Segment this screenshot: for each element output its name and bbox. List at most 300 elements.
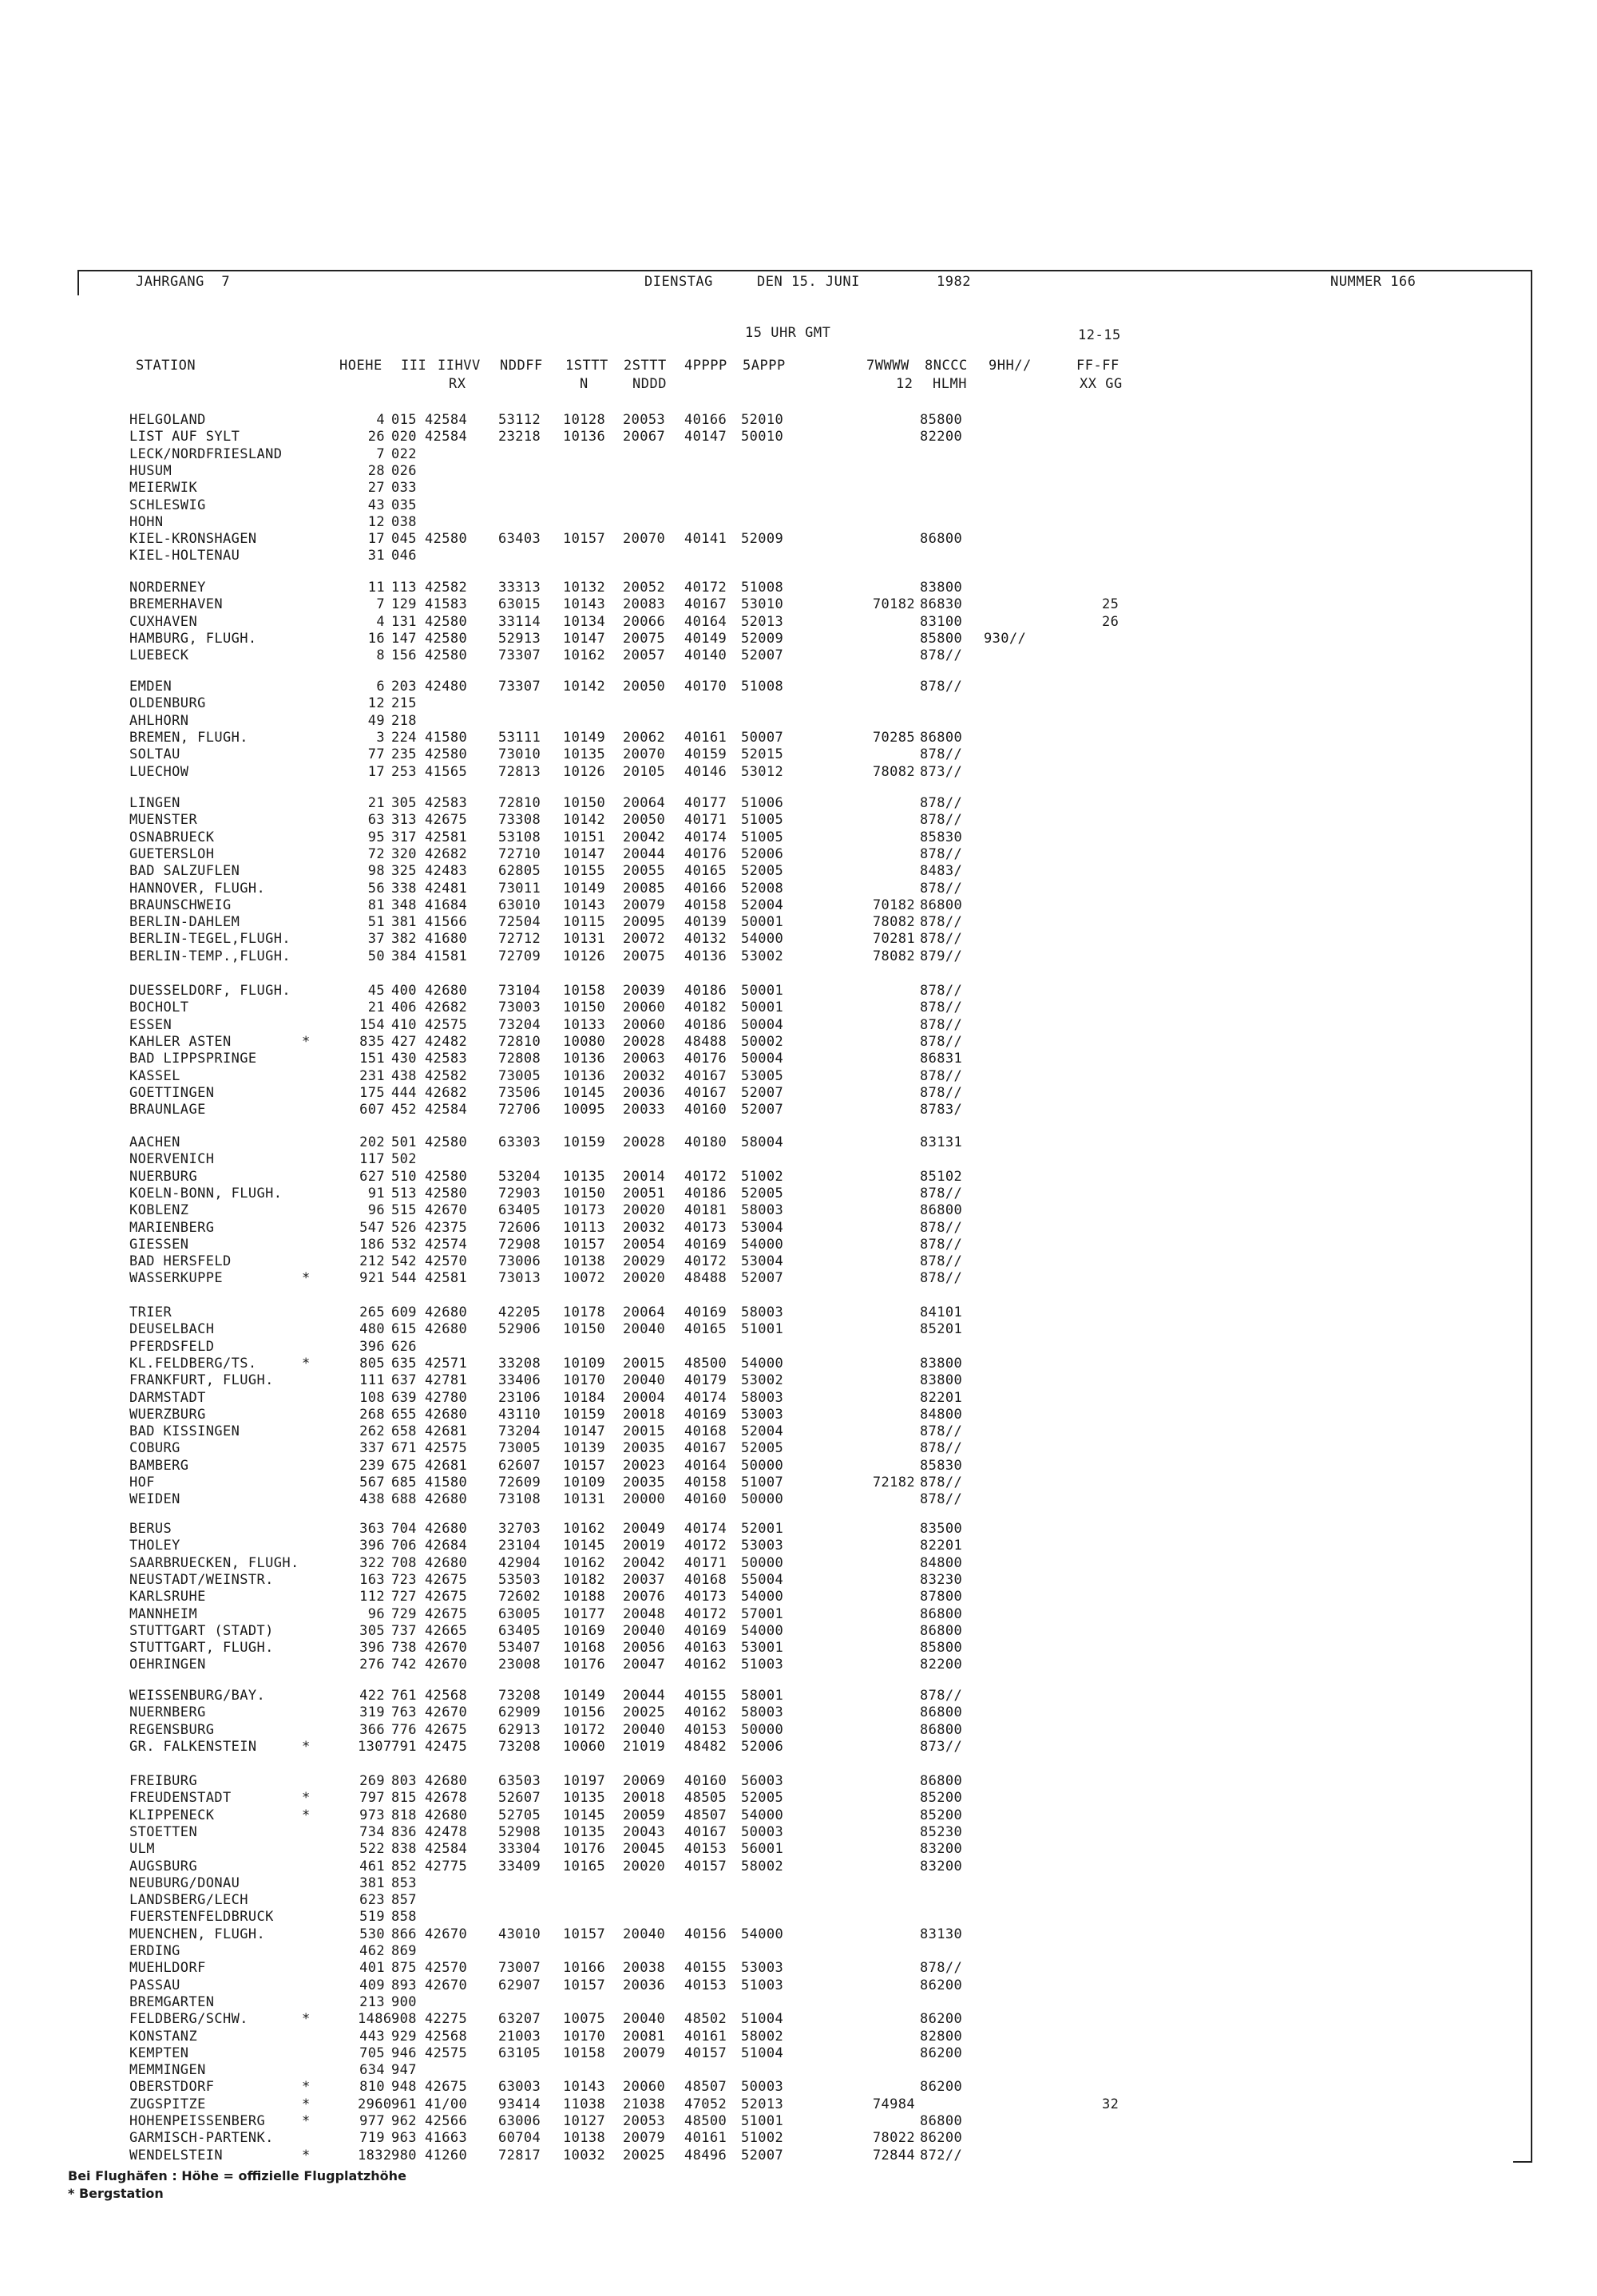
cell-nddff: 73506 [498, 1084, 541, 1101]
cell-sappp: 52001 [741, 1521, 784, 1537]
cell-esttt: 20036 [623, 1977, 666, 1993]
station-name: TRIER [129, 1304, 172, 1320]
cell-hh: 930// [984, 630, 1027, 647]
cell-isttt: 10128 [563, 412, 606, 428]
station-name: FRANKFURT, FLUGH. [129, 1372, 274, 1389]
station-elevation: 43 [367, 497, 385, 513]
cell-iii: 815 [391, 1790, 417, 1807]
cell-sappp: 53002 [741, 1372, 784, 1389]
cell-iii: 742 [391, 1657, 417, 1673]
cell-sappp: 50003 [741, 2079, 784, 2096]
station-name: KARLSRUHE [129, 1589, 206, 1605]
cell-sappp: 52005 [741, 1185, 784, 1201]
cell-ncc: 82800 [920, 2028, 963, 2045]
station-name: KOELN-BONN, FLUGH. [129, 1185, 283, 1201]
cell-iihvv: 42483 [425, 863, 468, 880]
cell-iii: 706 [391, 1538, 417, 1554]
cell-iihvv: 42680 [425, 1304, 468, 1320]
station-elevation: 627 [359, 1168, 385, 1185]
cell-iihvv: 42584 [425, 1841, 468, 1858]
cell-iii: 325 [391, 863, 417, 880]
cell-iii: 147 [391, 630, 417, 647]
cell-esttt: 20045 [623, 1841, 666, 1858]
cell-ncc: 85201 [920, 1321, 963, 1338]
cell-isttt: 10150 [563, 1000, 606, 1016]
cell-esttt: 20059 [623, 1807, 666, 1823]
col-8nccc-sub: HLMH [933, 376, 967, 392]
cell-ncc: 879// [920, 948, 963, 964]
station-name: MUENSTER [129, 812, 198, 829]
cell-sappp: 51002 [741, 1168, 784, 1185]
cell-sappp: 54000 [741, 1807, 784, 1823]
cell-ncc: 85800 [920, 412, 963, 428]
station-elevation: 151 [359, 1051, 385, 1067]
cell-pppp: 40180 [684, 1134, 727, 1150]
station-elevation: 396 [359, 1640, 385, 1657]
cell-ncc: 85200 [920, 1790, 963, 1807]
station-elevation: 49 [367, 712, 385, 729]
cell-ncc: 878// [920, 1067, 963, 1084]
mountain-station-marker: * [302, 1807, 311, 1823]
cell-iii: 430 [391, 1051, 417, 1067]
station-elevation: 810 [359, 2079, 385, 2096]
cell-sappp: 54000 [741, 1236, 784, 1253]
cell-sappp: 52006 [741, 1738, 784, 1755]
cell-isttt: 10165 [563, 1858, 606, 1874]
cell-sappp: 53003 [741, 1960, 784, 1977]
cell-sappp: 51002 [741, 2130, 784, 2147]
station-elevation: 381 [359, 1874, 385, 1891]
cell-sappp: 52004 [741, 897, 784, 913]
station-elevation: 438 [359, 1491, 385, 1508]
cell-iihvv: 42580 [425, 531, 468, 548]
station-elevation: 977 [359, 2113, 385, 2129]
station-name: BAD HERSFELD [129, 1253, 232, 1270]
cell-iihvv: 42681 [425, 1457, 468, 1474]
station-name: WASSERKUPPE [129, 1270, 223, 1287]
cell-nddff: 72813 [498, 763, 541, 780]
station-name: PASSAU [129, 1977, 180, 1993]
cell-ncc: 82200 [920, 429, 963, 445]
cell-pppp: 40158 [684, 1475, 727, 1490]
cell-sappp: 52010 [741, 412, 784, 428]
station-name: OLDENBURG [129, 695, 206, 712]
cell-isttt: 10168 [563, 1640, 606, 1657]
station-elevation: 37 [367, 931, 385, 948]
cell-pppp: 40164 [684, 1457, 727, 1474]
cell-pppp: 40153 [684, 1721, 727, 1738]
cell-iii: 948 [391, 2079, 417, 2096]
station-name: HOHN [129, 513, 164, 530]
cell-iihvv: 42580 [425, 613, 468, 630]
cell-isttt: 10135 [563, 1823, 606, 1840]
cell-ncc: 878// [920, 1236, 963, 1253]
station-elevation: 276 [359, 1657, 385, 1673]
cell-iii: 637 [391, 1372, 417, 1389]
cell-esttt: 20079 [623, 2045, 666, 2061]
cell-isttt: 10134 [563, 613, 606, 630]
cell-iihvv: 42684 [425, 1538, 468, 1554]
cell-pppp: 40169 [684, 1406, 727, 1423]
cell-iihvv: 41580 [425, 1475, 468, 1490]
cell-sappp: 51003 [741, 1977, 784, 1993]
cell-esttt: 20051 [623, 1185, 666, 1201]
station-name: STOETTEN [129, 1823, 198, 1840]
cell-iii: 501 [391, 1134, 417, 1150]
cell-ncc: 83230 [920, 1571, 963, 1588]
cell-iii: 836 [391, 1823, 417, 1840]
station-name: BREMEN, FLUGH. [129, 729, 248, 746]
station-name: ULM [129, 1841, 155, 1858]
mountain-station-marker: * [302, 2147, 311, 2163]
cell-sappp: 50003 [741, 1823, 784, 1840]
cell-iii: 655 [391, 1406, 417, 1423]
cell-nddff: 33313 [498, 580, 541, 596]
station-name: DUESSELDORF, FLUGH. [129, 983, 291, 999]
date-label: DEN 15. JUNI [757, 274, 860, 290]
cell-isttt: 10176 [563, 1657, 606, 1673]
cell-ncc: 878// [920, 679, 963, 695]
station-name: NUERBURG [129, 1168, 198, 1185]
cell-iii: 384 [391, 948, 417, 964]
cell-isttt: 10127 [563, 2113, 606, 2129]
cell-iii: 305 [391, 795, 417, 811]
station-name: FREIBURG [129, 1773, 198, 1789]
cell-nddff: 60704 [498, 2130, 541, 2147]
cell-pppp: 40186 [684, 1185, 727, 1201]
cell-nddff: 72810 [498, 1033, 541, 1050]
cell-pppp: 40139 [684, 914, 727, 931]
cell-pppp: 40169 [684, 1622, 727, 1639]
cell-isttt: 10173 [563, 1202, 606, 1219]
cell-iii: 400 [391, 983, 417, 999]
cell-pppp: 40174 [684, 829, 727, 845]
cell-iii: 875 [391, 1960, 417, 1977]
cell-nddff: 93414 [498, 2096, 541, 2112]
station-name: BERLIN-TEGEL,FLUGH. [129, 931, 291, 948]
station-elevation: 154 [359, 1016, 385, 1033]
cell-iihvv: 42375 [425, 1219, 468, 1236]
cell-iihvv: 42580 [425, 630, 468, 647]
cell-sappp: 51007 [741, 1475, 784, 1490]
cell-sappp: 52004 [741, 1423, 784, 1440]
station-name: MEIERWIK [129, 480, 198, 497]
station-elevation: 719 [359, 2130, 385, 2147]
cell-ncc: 86800 [920, 1622, 963, 1639]
cell-esttt: 20079 [623, 2130, 666, 2147]
cell-pppp: 40172 [684, 1538, 727, 1554]
cell-wwww: 70182 [872, 596, 915, 613]
cell-nddff: 53204 [498, 1168, 541, 1185]
station-elevation: 96 [367, 1202, 385, 1219]
station-elevation: 480 [359, 1321, 385, 1338]
cell-esttt: 20039 [623, 983, 666, 999]
cell-nddff: 73204 [498, 1016, 541, 1033]
cell-iihvv: 42675 [425, 1589, 468, 1605]
cell-ncc: 85800 [920, 1640, 963, 1657]
cell-sappp: 50000 [741, 1721, 784, 1738]
cell-esttt: 20060 [623, 1000, 666, 1016]
cell-ncc: 878// [920, 1185, 963, 1201]
cell-iii: 947 [391, 2062, 417, 2079]
cell-esttt: 20042 [623, 1554, 666, 1571]
cell-isttt: 10157 [563, 1977, 606, 1993]
cell-nddff: 52906 [498, 1321, 541, 1338]
cell-iii: 320 [391, 845, 417, 862]
cell-nddff: 62913 [498, 1721, 541, 1738]
cell-isttt: 10149 [563, 880, 606, 897]
cell-isttt: 10166 [563, 1960, 606, 1977]
cell-iihvv: 42680 [425, 1321, 468, 1338]
cell-iii: 438 [391, 1067, 417, 1084]
cell-sappp: 50007 [741, 729, 784, 746]
cell-esttt: 20036 [623, 1084, 666, 1101]
cell-nddff: 62909 [498, 1704, 541, 1721]
cell-sappp: 54000 [741, 931, 784, 948]
cell-esttt: 20040 [623, 1321, 666, 1338]
station-elevation: 175 [359, 1084, 385, 1101]
cell-sappp: 51005 [741, 829, 784, 845]
cell-ncc: 83100 [920, 613, 963, 630]
station-name: BREMERHAVEN [129, 596, 223, 613]
cell-isttt: 10149 [563, 1688, 606, 1704]
cell-iii: 381 [391, 914, 417, 931]
station-elevation: 921 [359, 1270, 385, 1287]
station-elevation: 519 [359, 1909, 385, 1926]
cell-esttt: 20025 [623, 1704, 666, 1721]
cell-ncc: 84101 [920, 1304, 963, 1320]
station-name: BREMGARTEN [129, 1993, 215, 2010]
cell-iihvv: 42584 [425, 429, 468, 445]
cell-iihvv: 42675 [425, 1571, 468, 1588]
cell-iii: 510 [391, 1168, 417, 1185]
cell-iii: 685 [391, 1475, 417, 1490]
station-name: NORDERNEY [129, 580, 206, 596]
cell-esttt: 20038 [623, 1960, 666, 1977]
cell-iihvv: 42580 [425, 1168, 468, 1185]
cell-ncc: 86800 [920, 1721, 963, 1738]
cell-pppp: 40167 [684, 1823, 727, 1840]
cell-nddff: 73104 [498, 983, 541, 999]
cell-iii: 532 [391, 1236, 417, 1253]
station-elevation: 21 [367, 1000, 385, 1016]
mountain-station-marker: * [302, 1790, 311, 1807]
cell-ncc: 83500 [920, 1521, 963, 1537]
station-elevation: 16 [367, 630, 385, 647]
cell-iii: 033 [391, 480, 417, 497]
cell-isttt: 10132 [563, 580, 606, 596]
cell-pppp: 40161 [684, 2028, 727, 2045]
cell-isttt: 10147 [563, 630, 606, 647]
station-name: NEUBURG/DONAU [129, 1874, 240, 1891]
cell-pppp: 47052 [684, 2096, 727, 2112]
cell-iii: 026 [391, 462, 417, 479]
mountain-station-marker: * [302, 2079, 311, 2096]
station-elevation: 72 [367, 845, 385, 862]
cell-iihvv: 42775 [425, 1858, 468, 1874]
station-elevation: 95 [367, 829, 385, 845]
station-name: THOLEY [129, 1538, 180, 1554]
station-name: HOHENPEISSENBERG [129, 2113, 266, 2129]
cell-sappp: 54000 [741, 1622, 784, 1639]
cell-pppp: 48496 [684, 2147, 727, 2163]
station-elevation: 17 [367, 763, 385, 780]
cell-pppp: 40160 [684, 1491, 727, 1508]
station-elevation: 268 [359, 1406, 385, 1423]
station-elevation: 8 [376, 647, 385, 664]
cell-nddff: 73007 [498, 1960, 541, 1977]
cell-nddff: 43110 [498, 1406, 541, 1423]
station-name: NEUSTADT/WEINSTR. [129, 1571, 274, 1588]
cell-ff: 25 [1102, 596, 1119, 613]
cell-iihvv: 42581 [425, 829, 468, 845]
cell-esttt: 20015 [623, 1423, 666, 1440]
cell-iii: 542 [391, 1253, 417, 1270]
mountain-station-marker: * [302, 2113, 311, 2129]
cell-nddff: 62805 [498, 863, 541, 880]
cell-sappp: 58001 [741, 1688, 784, 1704]
cell-iihvv: 42678 [425, 1790, 468, 1807]
cell-isttt: 10139 [563, 1440, 606, 1457]
cell-iii: 338 [391, 880, 417, 897]
cell-pppp: 40172 [684, 1253, 727, 1270]
cell-esttt: 20018 [623, 1790, 666, 1807]
cell-nddff: 73308 [498, 812, 541, 829]
cell-pppp: 40149 [684, 630, 727, 647]
cell-sappp: 50004 [741, 1016, 784, 1033]
cell-iihvv: 42781 [425, 1372, 468, 1389]
cell-iihvv: 41684 [425, 897, 468, 913]
cell-iii: 729 [391, 1605, 417, 1622]
cell-esttt: 20015 [623, 1355, 666, 1372]
cell-pppp: 48507 [684, 1807, 727, 1823]
cell-nddff: 73005 [498, 1067, 541, 1084]
station-elevation: 4 [376, 613, 385, 630]
cell-iihvv: 42570 [425, 1960, 468, 1977]
cell-nddff: 72908 [498, 1236, 541, 1253]
cell-ncc: 86800 [920, 729, 963, 746]
cell-esttt: 20014 [623, 1168, 666, 1185]
station-elevation: 56 [367, 880, 385, 897]
cell-iihvv: 42482 [425, 1033, 468, 1050]
cell-iii: 858 [391, 1909, 417, 1926]
cell-iihvv: 42480 [425, 679, 468, 695]
cell-sappp: 53003 [741, 1406, 784, 1423]
col-iihvv: IIHVV [438, 358, 481, 374]
cell-nddff: 33409 [498, 1858, 541, 1874]
cell-sappp: 52009 [741, 531, 784, 548]
cell-wwww: 70281 [872, 931, 915, 948]
station-name: BERLIN-DAHLEM [129, 914, 240, 931]
cell-isttt: 10157 [563, 531, 606, 548]
cell-esttt: 20029 [623, 1253, 666, 1270]
cell-esttt: 20081 [623, 2028, 666, 2045]
cell-isttt: 10115 [563, 914, 606, 931]
cell-nddff: 63405 [498, 1202, 541, 1219]
station-name: NUERNBERG [129, 1704, 206, 1721]
station-name: LIST AUF SYLT [129, 429, 240, 445]
cell-pppp: 40170 [684, 679, 727, 695]
cell-sappp: 50000 [741, 1491, 784, 1508]
cell-esttt: 20079 [623, 897, 666, 913]
cell-wwww: 70182 [872, 897, 915, 913]
cell-iii: 038 [391, 513, 417, 530]
cell-ncc: 872// [920, 2147, 963, 2163]
cell-sappp: 54000 [741, 1926, 784, 1942]
station-elevation: 623 [359, 1892, 385, 1909]
cell-iii: 838 [391, 1841, 417, 1858]
station-name: BERLIN-TEMP.,FLUGH. [129, 948, 291, 964]
cell-iii: 671 [391, 1440, 417, 1457]
station-name: PFERDSFELD [129, 1338, 215, 1355]
station-name: BRAUNLAGE [129, 1102, 206, 1118]
cell-esttt: 20042 [623, 829, 666, 845]
cell-iihvv: 42580 [425, 746, 468, 763]
station-elevation: 27 [367, 480, 385, 497]
cell-esttt: 20040 [623, 1926, 666, 1942]
cell-sappp: 53001 [741, 1640, 784, 1657]
cell-ncc: 86800 [920, 897, 963, 913]
cell-ncc: 878// [920, 880, 963, 897]
station-name: KLIPPENECK [129, 1807, 215, 1823]
cell-sappp: 52013 [741, 2096, 784, 2112]
cell-nddff: 73010 [498, 746, 541, 763]
cell-iii: 317 [391, 829, 417, 845]
cell-ncc: 85830 [920, 829, 963, 845]
station-name: KEMPTEN [129, 2045, 189, 2061]
cell-pppp: 40158 [684, 897, 727, 913]
cell-esttt: 20050 [623, 812, 666, 829]
cell-esttt: 20032 [623, 1067, 666, 1084]
station-name: GOETTINGEN [129, 1084, 215, 1101]
cell-ncc: 878// [920, 746, 963, 763]
cell-ncc: 86800 [920, 1773, 963, 1789]
cell-nddff: 33208 [498, 1355, 541, 1372]
cell-isttt: 10147 [563, 1423, 606, 1440]
cell-nddff: 73208 [498, 1688, 541, 1704]
cell-sappp: 52007 [741, 647, 784, 664]
station-name: ERDING [129, 1943, 180, 1959]
cell-iihvv: 41581 [425, 948, 468, 964]
cell-ncc: 878// [920, 647, 963, 664]
cell-pppp: 40156 [684, 1926, 727, 1942]
cell-esttt: 20043 [623, 1823, 666, 1840]
station-elevation: 973 [359, 1807, 385, 1823]
station-name: WEIDEN [129, 1491, 180, 1508]
cell-isttt: 10142 [563, 679, 606, 695]
cell-esttt: 20040 [623, 1372, 666, 1389]
cell-esttt: 20072 [623, 931, 666, 948]
cell-pppp: 40157 [684, 2045, 727, 2061]
cell-iihvv: 42568 [425, 1688, 468, 1704]
cell-iii: 348 [391, 897, 417, 913]
cell-iihvv: 41260 [425, 2147, 468, 2163]
cell-iihvv: 42780 [425, 1389, 468, 1406]
cell-pppp: 40159 [684, 746, 727, 763]
cell-isttt: 10182 [563, 1571, 606, 1588]
station-elevation: 21 [367, 795, 385, 811]
station-elevation: 51 [367, 914, 385, 931]
cell-isttt: 10080 [563, 1033, 606, 1050]
cell-ncc: 86800 [920, 1704, 963, 1721]
cell-iii: 635 [391, 1355, 417, 1372]
cell-iii: 818 [391, 1807, 417, 1823]
cell-iii: 526 [391, 1219, 417, 1236]
cell-nddff: 53112 [498, 412, 541, 428]
cell-nddff: 63006 [498, 2113, 541, 2129]
cell-sappp: 52007 [741, 1270, 784, 1287]
cell-esttt: 20067 [623, 429, 666, 445]
